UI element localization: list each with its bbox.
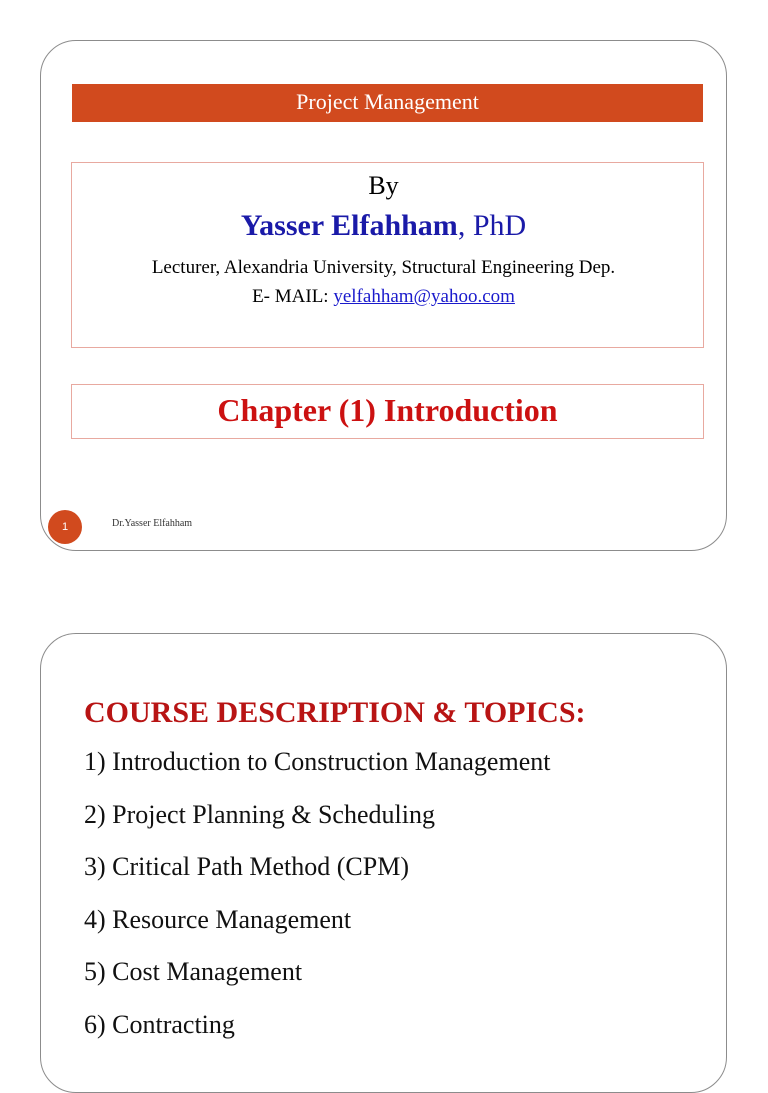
slide-number-badge: 1 — [48, 510, 82, 544]
slide-1 — [40, 40, 727, 551]
author-affiliation: Lecturer, Alexandria University, Structural Engineering Dep. — [151, 257, 616, 278]
slide-footer: Dr.Yasser Elfahham — [112, 518, 193, 529]
topic-item: 6) Contracting — [84, 1009, 235, 1039]
chapter-title: Chapter (1) Introduction — [71, 384, 704, 439]
topic-item: 5) Cost Management — [84, 957, 303, 986]
topic-item: 2) Project Planning & Scheduling — [84, 799, 435, 829]
slide-title-bar: Project Management — [72, 84, 703, 122]
topic-item: 1) Introduction to Construction Management — [84, 747, 551, 776]
course-heading: COURSE DESCRIPTION & TOPICS: — [84, 696, 586, 729]
topic-item: 3) Critical Path Method (CPM) — [84, 852, 409, 881]
slide-2 — [40, 633, 727, 1093]
author-name: Yasser Elfahham — [240, 209, 458, 242]
author-line — [41, 209, 726, 243]
topic-list — [84, 742, 550, 1057]
by-label: By — [368, 171, 399, 200]
email-line — [41, 286, 726, 308]
author-degree: PhD — [472, 209, 527, 242]
email-link[interactable]: yelfahham@yahoo.com — [333, 286, 515, 307]
topic-item: 4) Resource Management — [84, 904, 352, 934]
author-separator: , — [457, 209, 473, 242]
email-label: E- MAIL: — [252, 286, 334, 307]
